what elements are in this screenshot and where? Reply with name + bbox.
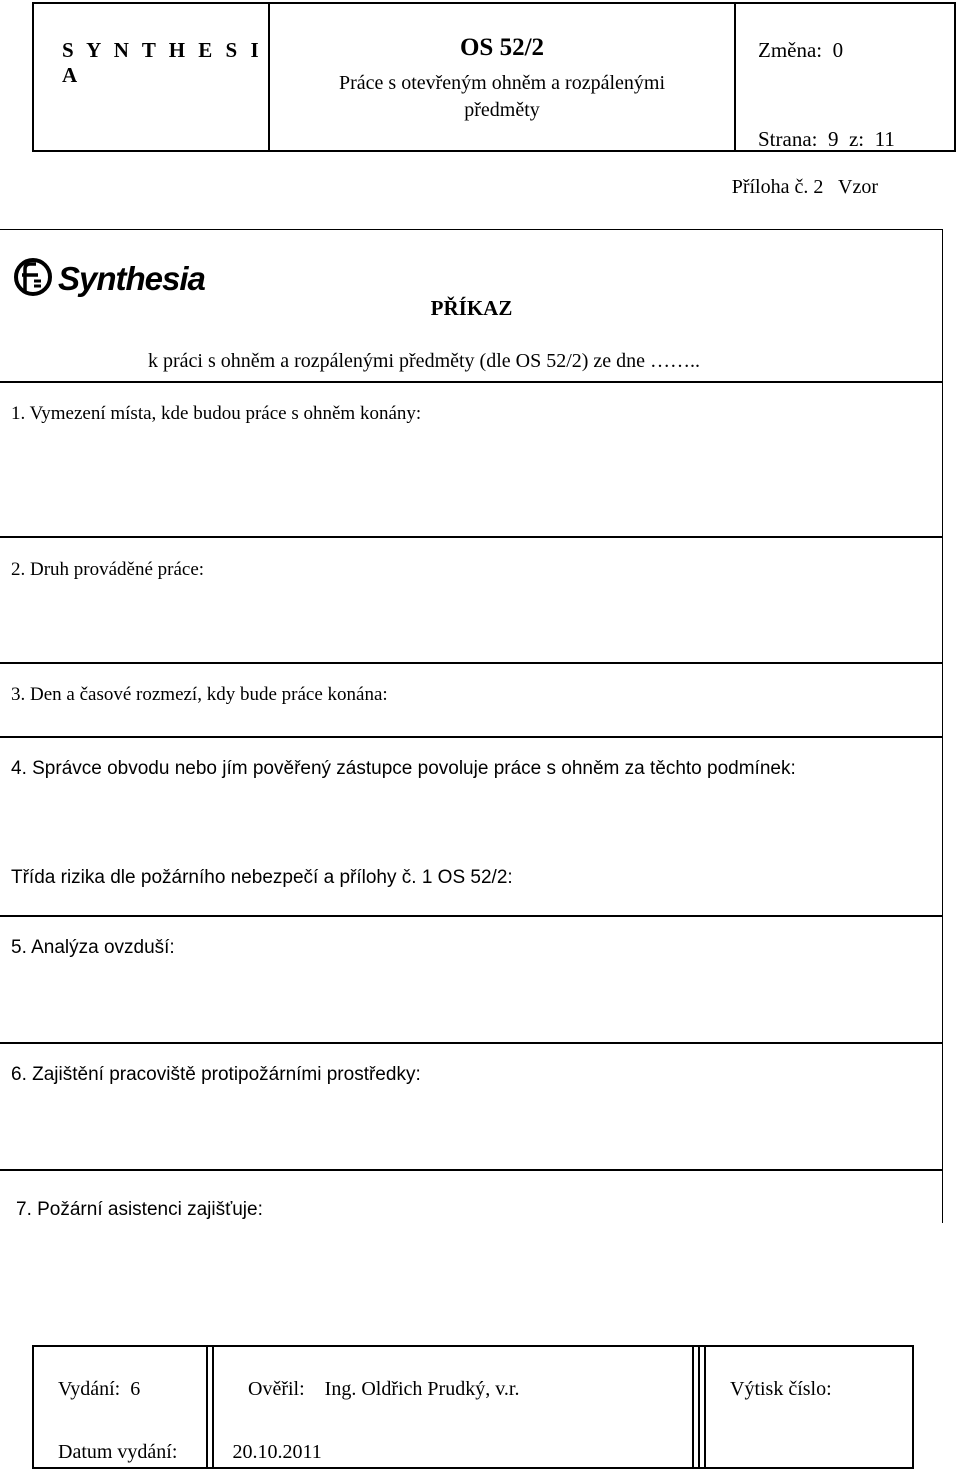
section-5 [0,917,942,1044]
document-header [32,2,956,152]
page-label: Strana: [758,127,818,151]
section-7 [0,1171,942,1224]
document-footer [32,1345,914,1469]
company-name: S Y N T H E S I A [62,38,263,87]
copy-number-label: Výtisk číslo: [730,1378,832,1400]
section-1 [0,383,942,538]
section-2 [0,538,942,664]
verified-value: Ing. Oldřich Prudký, v.r. [324,1378,520,1400]
change-info [758,38,843,63]
svg-text:Synthesia: Synthesia [58,260,205,297]
verified-label: Ověřil: [248,1378,305,1400]
footer-divider [704,1347,706,1467]
section-2-label: 2. Druh prováděné práce: [11,559,205,580]
form-subtitle: k práci s ohněm a rozpálenými předměty (dle OS 52/2) ze dne …….. [148,350,701,372]
header-title-cell [270,4,736,150]
attachment-label [732,176,878,199]
form-title: PŘÍKAZ [430,296,513,320]
issue-date-value: 20.10.2011 [232,1441,322,1463]
section-6 [0,1044,942,1171]
section-3 [0,664,942,738]
section-3-label: 3. Den a časové rozmezí, kdy bude práce konána: [11,684,388,705]
issue-info [58,1378,140,1401]
issue-date-label: Datum vydání: [58,1441,178,1463]
form-heading [0,230,942,383]
change-value: 0 [832,38,844,62]
page-of-label: z: [848,127,865,151]
document-title: Práce s otevřeným ohněm a rozpálenými předměty [339,72,665,121]
section-5-label: 5. Analýza ovzduší: [11,937,175,958]
section-4 [0,738,942,917]
section-1-label: 1. Vymezení místa, kde budou práce s ohněm konány: [11,403,422,424]
section-4-sublabel: Třída rizika dle požárního nebezpečí a přílohy č. 1 OS 52/2: [11,867,513,888]
order-form [0,229,943,1223]
page-total: 11 [874,127,895,151]
header-company-cell [34,4,270,150]
verified-info [248,1378,519,1401]
section-6-label: 6. Zajištění pracoviště protipožárními prostředky: [11,1064,421,1085]
header-meta-cell [736,4,954,150]
page-info [758,127,895,152]
footer-divider [698,1347,700,1467]
attachment-number: Příloha č. 2 [731,176,824,198]
change-label: Změna: [758,38,823,62]
issue-date-info [58,1441,322,1464]
section-4-label: 4. Správce obvodu nebo jím pověřený zástupce povoluje práce s ohněm za těchto podmínek: [11,758,796,779]
document-number: OS 52/2 [459,34,545,61]
footer-divider [692,1347,694,1467]
issue-value: 6 [130,1378,141,1400]
issue-label: Vydání: [58,1378,121,1400]
page-value: 9 [827,127,839,151]
attachment-type: Vzor [838,176,878,198]
synthesia-logo-icon [14,255,254,299]
section-7-label: 7. Požární asistenci zajišťuje: [16,1199,263,1220]
